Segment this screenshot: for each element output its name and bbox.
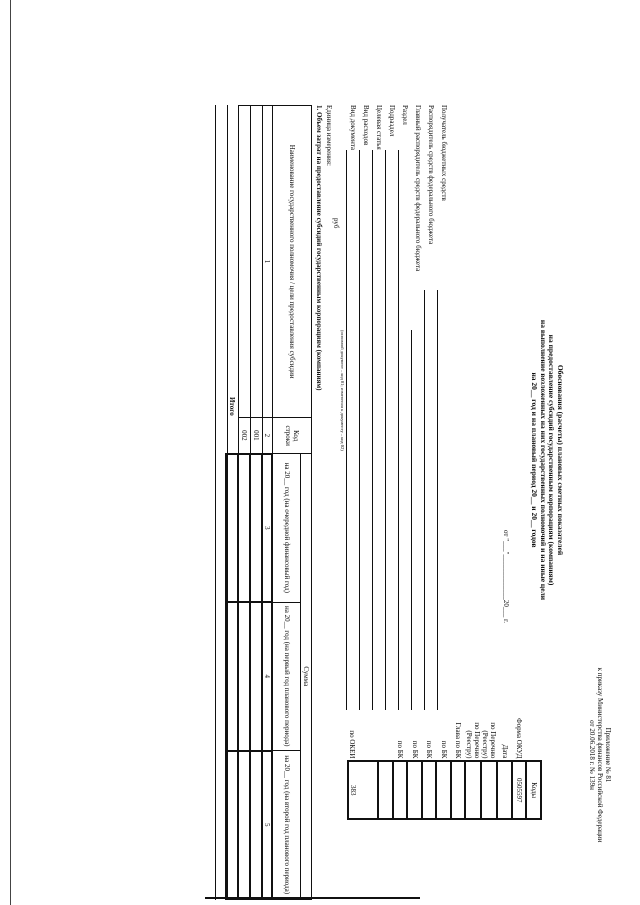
field-main-distributor: Главный распорядитель средств федерального бюджета xyxy=(414,105,422,272)
unit-value: руб xyxy=(332,218,340,229)
code-label: Глава по БК xyxy=(454,722,463,759)
row-code: 002 xyxy=(238,418,250,454)
field-underline xyxy=(346,150,347,710)
col-name-header: Наименование государственного полномочия / цели предоставления субсидии xyxy=(273,106,312,418)
code-label: Дата xyxy=(500,744,509,759)
code-value: 0505597 xyxy=(512,761,527,819)
code-label: по БК xyxy=(410,740,419,759)
code-value xyxy=(436,761,451,819)
row-code: 001 xyxy=(250,418,262,454)
section-1-table xyxy=(225,105,312,900)
col-number: 2 xyxy=(262,418,272,454)
col-number: 1 xyxy=(262,106,272,418)
field-section: Раздел xyxy=(401,105,409,125)
order-line-2: от 20.06.2018 г. № 139н xyxy=(587,720,596,790)
code-value xyxy=(378,761,393,819)
table-cell xyxy=(238,454,250,602)
col-number: 4 xyxy=(262,602,272,750)
field-underline xyxy=(372,150,373,710)
code-value xyxy=(393,761,408,819)
code-value xyxy=(481,761,497,819)
code-value xyxy=(422,761,437,819)
field-underline xyxy=(359,150,360,710)
code-label: по Перечню (Реестру) xyxy=(465,722,482,759)
table-cell xyxy=(250,751,262,900)
code-value: 383 xyxy=(348,761,378,819)
col-code-header: Код строки xyxy=(273,418,312,454)
title-line-1: Обоснования (расчеты) плановых сметных показателей xyxy=(556,364,565,556)
field-underline xyxy=(385,150,386,710)
document-title xyxy=(530,280,565,640)
code-value xyxy=(498,761,513,819)
col-year1-header: на 20__ год (на очередной финансовый год) xyxy=(273,454,301,602)
table-cell xyxy=(238,602,250,750)
date-line: от "___"_____________20___ г. xyxy=(502,530,510,624)
total-label: Итого xyxy=(227,396,236,416)
code-label: по Перечню (Реестру) xyxy=(481,722,498,759)
code-value xyxy=(451,761,466,819)
title-line-4: на 20__ год и на плановый период 20__ и 20__ годов xyxy=(530,372,540,548)
field-subsection: Подраздел xyxy=(388,105,396,137)
field-underline xyxy=(437,290,438,710)
codes-header: Коды xyxy=(527,761,542,819)
field-distributor: Распорядитель средств федерального бюджета xyxy=(427,105,435,245)
code-label: по БК xyxy=(425,740,434,759)
unit-label: Единица измерения: xyxy=(325,105,333,166)
field-target-article: Целевая статья xyxy=(375,105,383,150)
grid-line xyxy=(227,105,228,900)
doc-type-hint: (основной документ – код 01; изменения к документу – код 02) xyxy=(340,330,345,451)
appendix-number: Приложение № 81 xyxy=(604,727,612,783)
codes-table xyxy=(347,700,542,820)
table-cell xyxy=(250,602,262,750)
field-underline xyxy=(411,330,412,710)
col-number: 5 xyxy=(262,751,272,900)
code-label: по ОКЕИ xyxy=(348,730,357,759)
code-label: Форма ОКУД xyxy=(515,718,524,759)
field-expense-type: Вид расходов xyxy=(362,105,370,146)
col-sum-header: Сумма xyxy=(301,454,312,899)
field-underline xyxy=(424,290,425,710)
table-cell xyxy=(238,106,250,418)
section-1-title: 1. Объем затрат на предоставление субсидий государственным корпорациям (компаниям) xyxy=(315,105,323,391)
rotated-document xyxy=(10,0,630,905)
code-label: по БК xyxy=(439,740,448,759)
appendix-header xyxy=(588,655,612,855)
grid-line xyxy=(215,105,216,900)
field-recipient: Получатель бюджетных средств xyxy=(440,105,448,201)
field-underline xyxy=(398,150,399,710)
col-year3-header: на 20__ год (на второй год планового периода) xyxy=(273,751,301,900)
code-value xyxy=(465,761,481,819)
table-cell xyxy=(250,454,262,602)
col-year2-header: на 20__ год (на первый год планового периода) xyxy=(273,602,301,750)
code-label: по БК xyxy=(396,740,405,759)
col-number: 3 xyxy=(262,454,272,602)
code-value xyxy=(407,761,422,819)
title-line-2: на предоставление субсидий государственным корпорациям (компаниям) xyxy=(547,334,557,586)
table-cell xyxy=(250,106,262,418)
title-line-3: на выполнение возложенных на них государственных полномочий и на иные цели xyxy=(538,319,548,601)
order-line-1: к приказу Министерства финансов Российской Федерации xyxy=(595,667,604,843)
table-cell xyxy=(238,751,250,900)
field-document-type: Вид документа xyxy=(349,105,357,151)
